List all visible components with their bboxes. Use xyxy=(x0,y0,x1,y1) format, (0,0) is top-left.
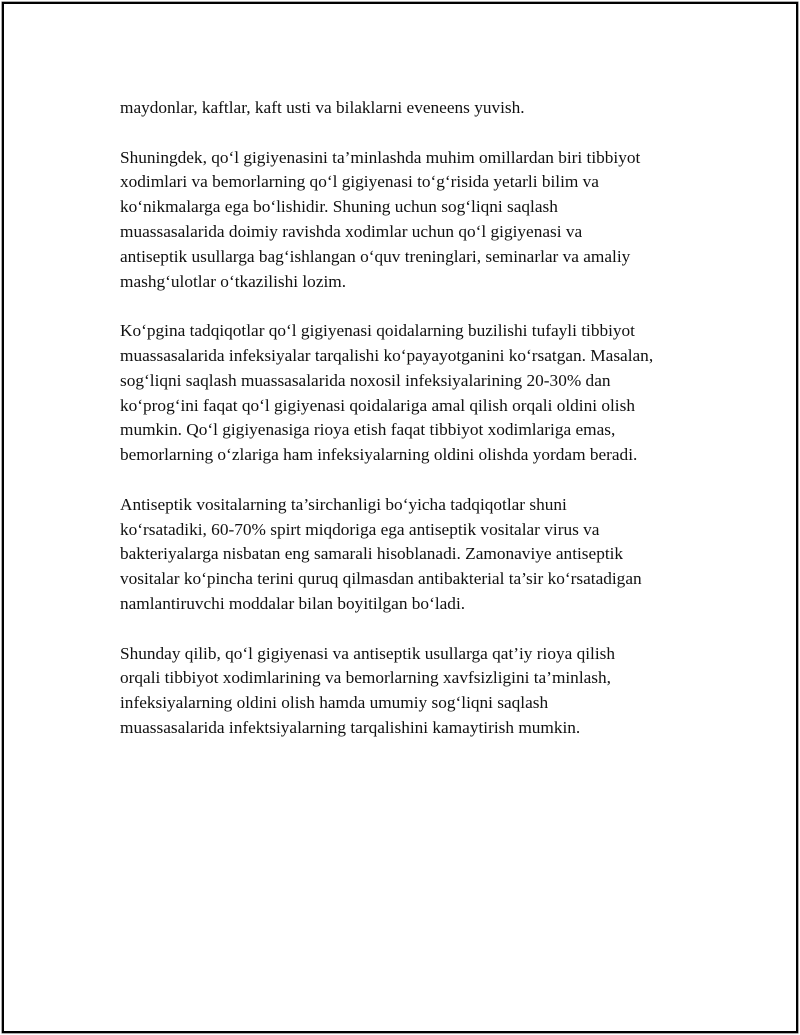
paragraph-antiseptic-effectiveness: Antiseptik vositalarning ta’sirchanligi bo‘yicha tadqiqotlar shuni ko‘rsatadiki, 60-70% spirt miqdoriga ega antiseptik vositalar virus va bakteriyalarga nisbatan eng samarali hisoblanadi. Zamonaviye antiseptik vositalar ko‘pincha terini quruq qilmasdan antibakterial ta’sir ko‘rsatadigan namlantiruvchi moddalar bilan boyitilgan bo‘ladi. xyxy=(120,494,642,613)
document-page xyxy=(2,2,798,1033)
paragraph-staff-training: Shuningdek, qo‘l gigiyenasini ta’minlashda muhim omillardan biri tibbiyot xodimlari va bemorlarning qo‘l gigiyenasi to‘g‘risida yetarli bilim va ko‘nikmalarga ega bo‘lishidir. Shuning uchun sog‘liqni saqlash muassasalarida doimiy ravishda xodimlar uchun qo‘l gigiyenasi va antiseptik usullarga bag‘ishlangan o‘quv treninglari, seminarlar va amaliy mashg‘ulotlar o‘tkazilishi lozim. xyxy=(120,147,641,291)
paragraph-research-findings: Ko‘pgina tadqiqotlar qo‘l gigiyenasi qoidalarning buzilishi tufayli tibbiyot muassasalarida infeksiyalar tarqalishi ko‘payayotganini ko‘rsatgan. Masalan, sog‘liqni saqlash muassasalarida noxosil infeksiyalarining 20-30% dan ko‘prog‘ini faqat qo‘l gigiyenasi qoidalariga amal qilish orqali oldini olish mumkin. Qo‘l gigiyenasiga rioya etish faqat tibbiyot xodimlariga emas, bemorlarning o‘zlariga ham infeksiyalarning oldini olishda yordam beradi. xyxy=(120,321,654,465)
paragraph-hand-washing-continuation: maydonlar, kaftlar, kaft usti va bilaklarni eveneens yuvish. xyxy=(120,98,525,117)
document-body xyxy=(120,96,690,766)
paragraph-conclusion: Shunday qilib, qo‘l gigiyenasi va antiseptik usullarga qat’iy rioya qilish orqali tibbiyot xodimlarining va bemorlarning xavfsizligini ta’minlash, infeksiyalarning oldini olish hamda umumiy sog‘liqni saqlash muassasalarida infektsiyalarning tarqalishini kamaytirish mumkin. xyxy=(120,643,616,737)
